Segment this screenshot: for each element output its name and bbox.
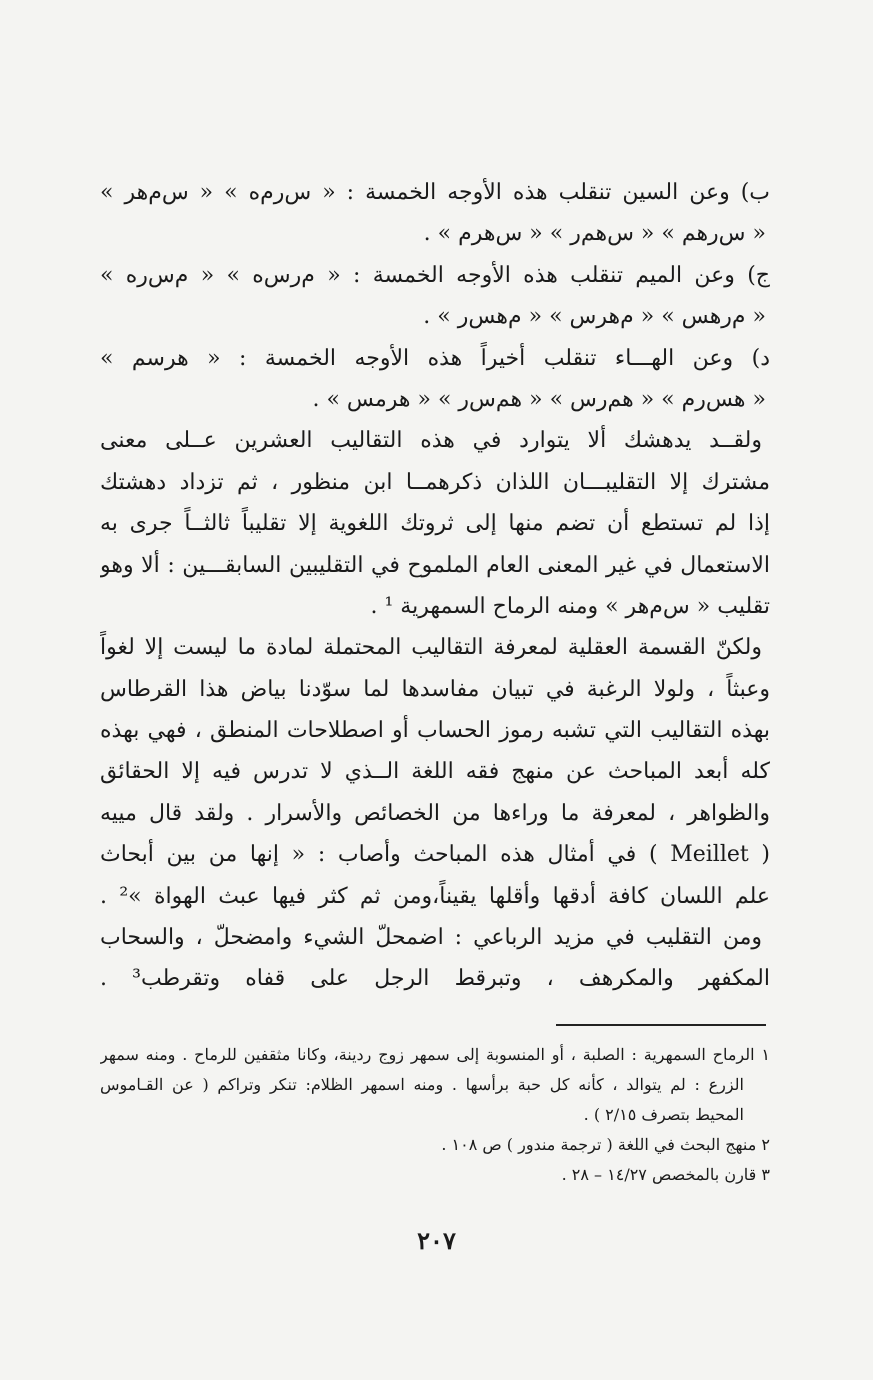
main-text bbox=[100, 172, 770, 1000]
text-line-17: ( Meillet ) في أمثال هذه المباحث وأصاب : « إنها من بين أبحاث bbox=[100, 842, 770, 868]
text-line-2: « س‌رهم » « س‌هم‌ر » « س‌هرم » . bbox=[423, 221, 766, 247]
text-line-13: وعبثاً ، ولولا الرغبة في تبيان مفاسدها لما سوّدنا بياض هذا القرطاس bbox=[100, 676, 770, 702]
footnotes bbox=[100, 1040, 770, 1190]
text-line-4: « م‌رهس » « م‌هرس » « م‌هس‌ر » . bbox=[423, 304, 766, 330]
text-line-11: تقليب « س‌م‌هر » ومنه الرماح السمهرية ¹ . bbox=[370, 593, 770, 619]
text-line-6: « هس‌رم » « هم‌رس » « هم‌س‌ر » « هرمس » . bbox=[312, 386, 766, 412]
footnote-2: ٢ منهج البحث في اللغة ( ترجمة مندور ) ص ١٠٨ . bbox=[441, 1135, 770, 1154]
page-number: ٢٠٧ bbox=[417, 1226, 456, 1255]
text-line-16: والظواهر ، لمعرفة ما وراءها من الخصائص والأسرار . ولقد قال مييه bbox=[100, 800, 770, 826]
text-line-14: بهذه التقاليب التي تشبه رموز الحساب أو اصطلاحات المنطق ، فهي بهذه bbox=[100, 718, 770, 744]
text-line-19: ومن التقليب في مزيد الرباعي : اضمحلّ الشيء وامضحلّ ، والسحاب bbox=[100, 925, 762, 951]
footnote-3: ٣ قارن بالمخصص ١٤/٢٧ – ٢٨ . bbox=[561, 1165, 770, 1184]
text-line-18: علم اللسان كافة أدقها وأقلها يقيناً،ومن ثم كثر فيها عبث الهواة »² . bbox=[100, 883, 770, 909]
text-line-10: الاستعمال في غير المعنى العام الملموح في التقليبين السابقـــين : ألا وهو bbox=[100, 552, 770, 578]
footnote-1-line-1: ١ الرماح السمهرية : الصلبة ، أو المنسوبة إلى سمهر زوج ردينة، وكانا مثقفين للرماح . ومنه سمهر bbox=[100, 1045, 770, 1064]
text-line-5: د) وعن الهـــاء تنقلب أخيراً هذه الأوجه الخمسة : « هرسم » bbox=[100, 345, 770, 371]
text-line-1: ب) وعن السين تنقلب هذه الأوجه الخمسة : « س‌رم‌ه » « س‌م‌هر » bbox=[100, 180, 770, 205]
text-line-15: كله أبعد المباحث عن منهج فقه اللغة الــذي لا تدرس فيه إلا الحقائق bbox=[100, 759, 770, 785]
text-line-9: إذا لم تستطع أن تضم منها إلى ثروتك اللغوية إلا تقليباً ثالثــاً جرى به bbox=[100, 511, 770, 537]
footnote-1-line-2: الزرع : لم يتوالد ، كأنه كل حبة برأسها . ومنه اسمهر الظلام: تنكر وتراكم ( عن القـاموس bbox=[100, 1075, 744, 1094]
text-line-20: المكفهر والمكرهف ، وتبرقط الرجل على قفاه وتقرطب³ . bbox=[100, 966, 770, 992]
text-line-3: ج) وعن الميم تنقلب هذه الأوجه الخمسة : « م‌رس‌ه » « م‌س‌ره » bbox=[100, 262, 770, 288]
footnote-1-line-3: المحيط بتصرف ٢/١٥ ) . bbox=[583, 1105, 744, 1124]
text-line-8: مشترك إلا التقليبـــان اللذان ذكرهمــا ابن منظور ، ثم تزداد دهشتك bbox=[100, 469, 770, 495]
text-line-12: ولكنّ القسمة العقلية لمعرفة التقاليب المحتملة لمادة ما ليست إلا لغواً bbox=[100, 635, 763, 661]
footnote-separator bbox=[556, 1024, 766, 1026]
text-line-7: ولقــد يدهشك ألا يتوارد في هذه التقاليب العشرين عــلى معنى bbox=[100, 428, 762, 454]
